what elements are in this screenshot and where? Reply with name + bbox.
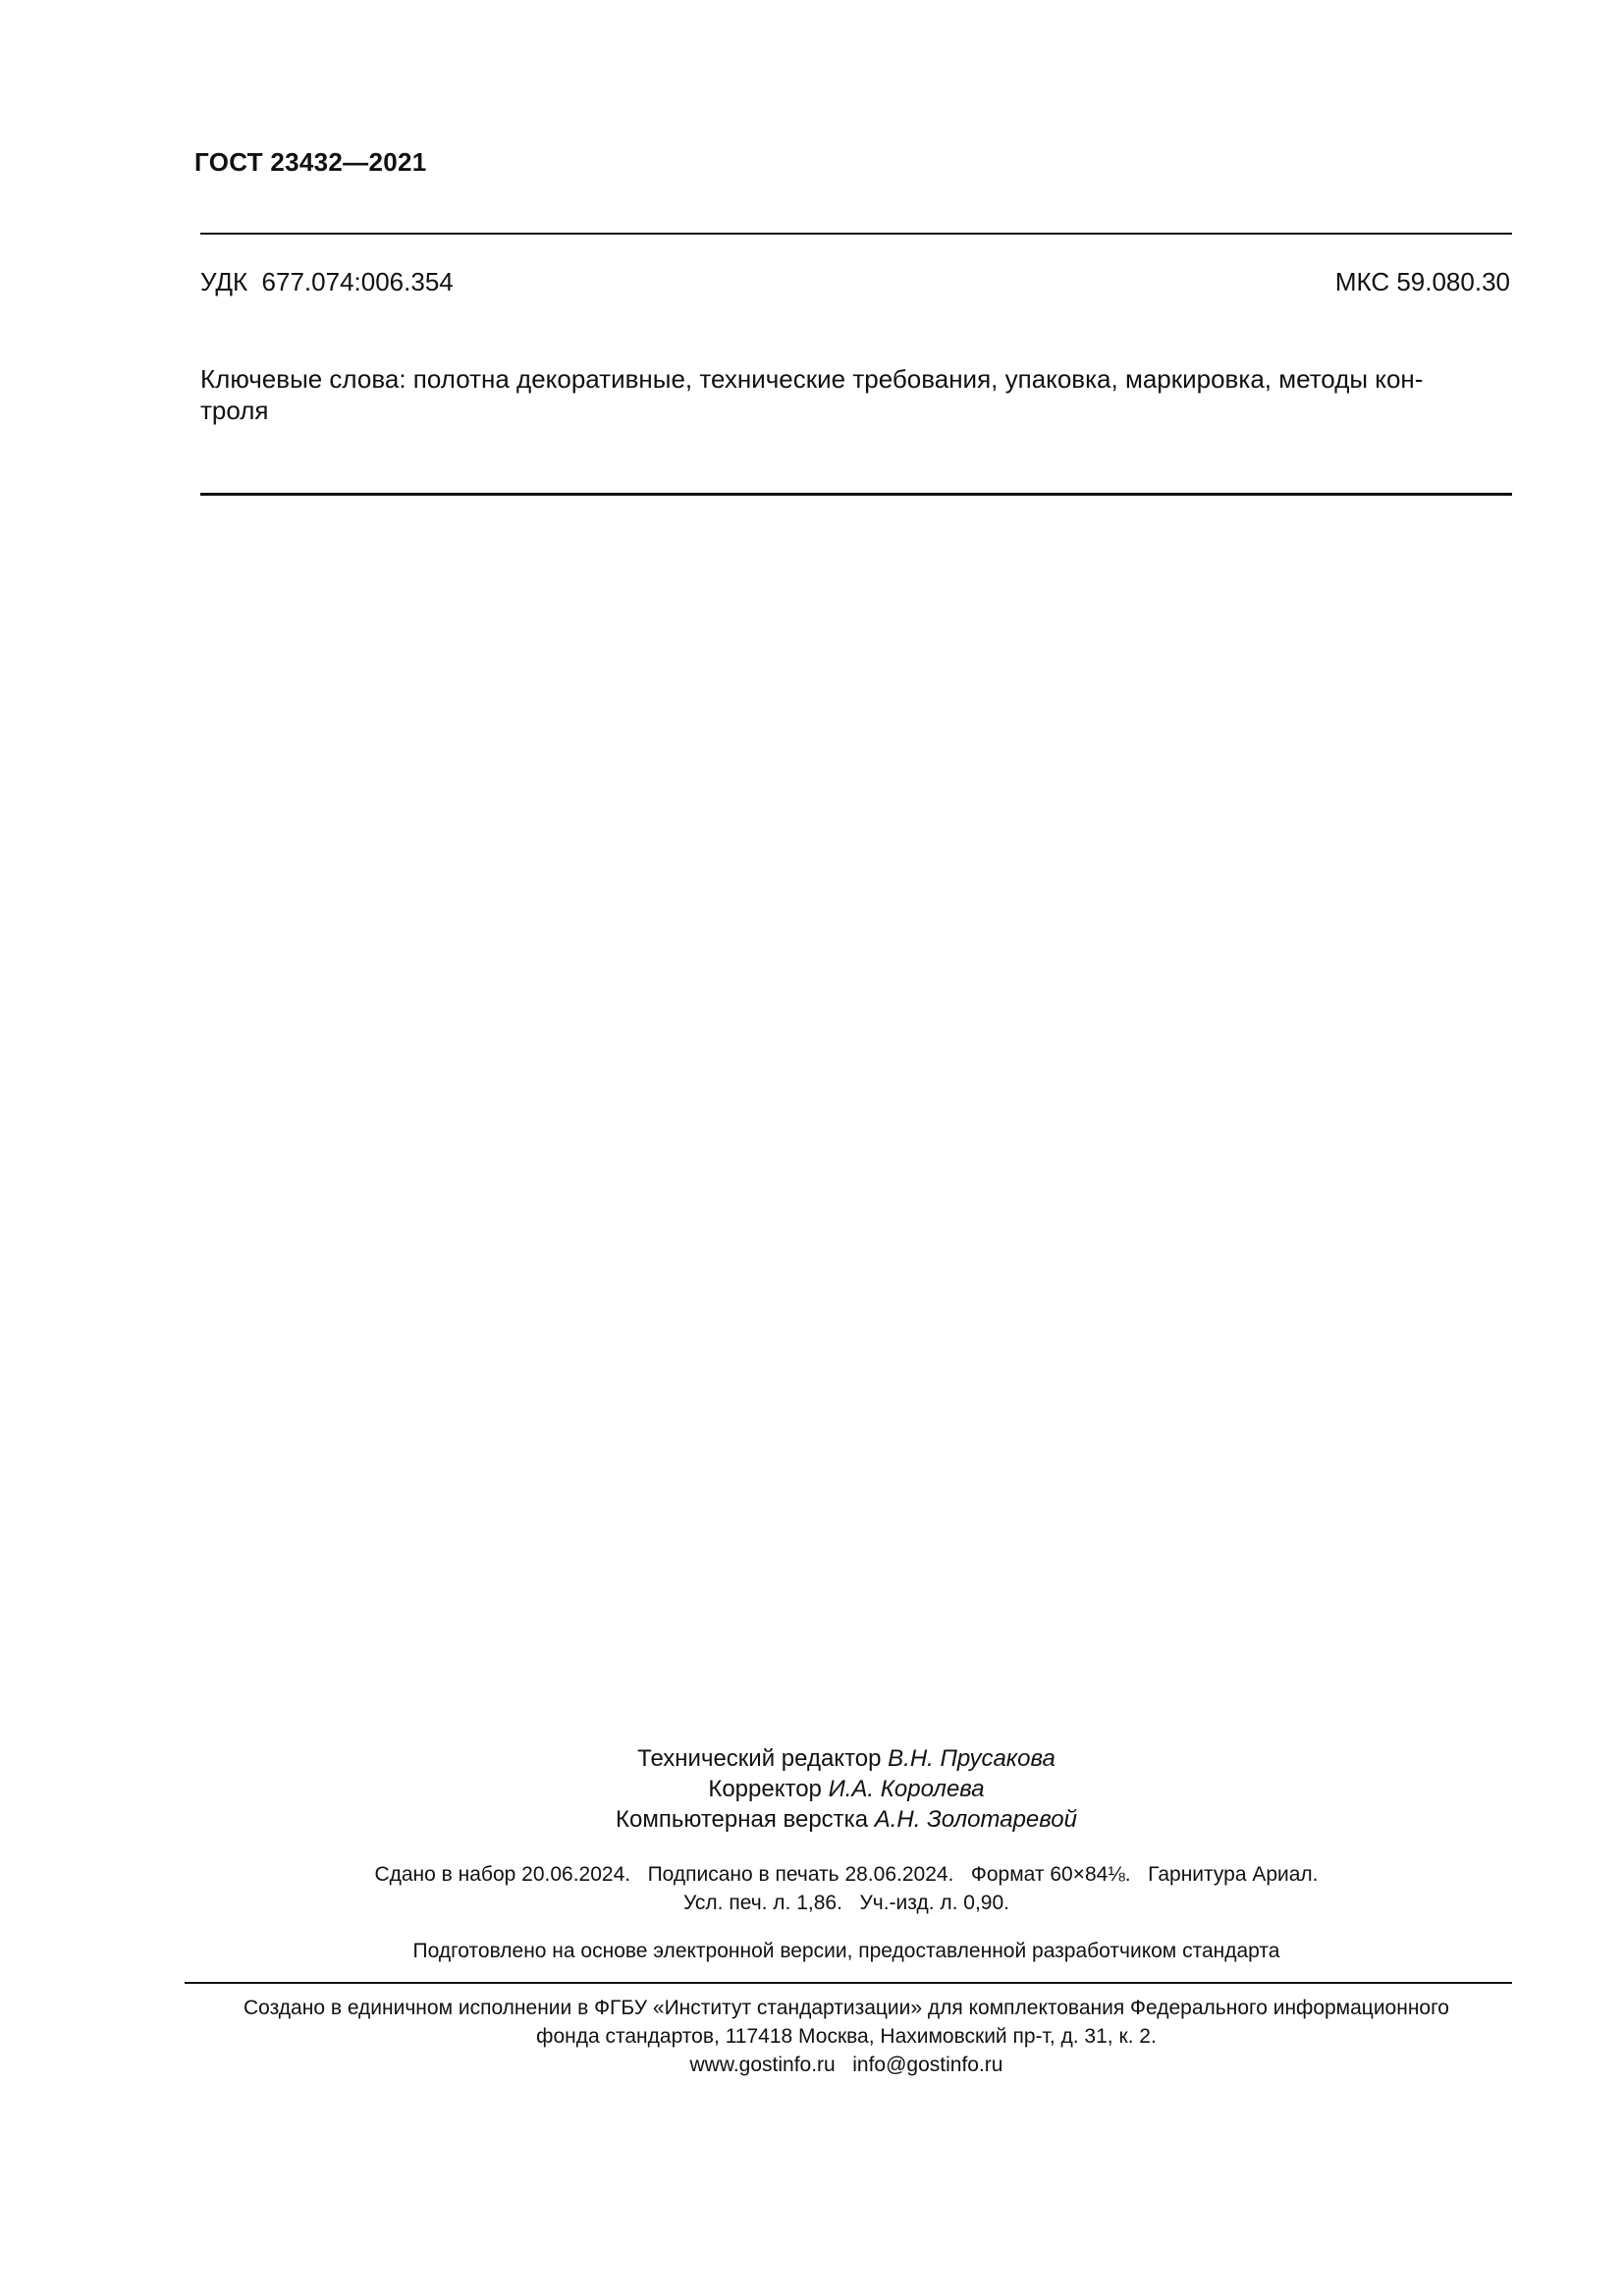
credit-name: А.Н. Золотаревой	[874, 1806, 1077, 1833]
middle-divider	[200, 493, 1512, 496]
credit-role: Корректор	[708, 1776, 822, 1802]
footer-contacts	[0, 2051, 1624, 2079]
document-code: ГОСТ 23432—2021	[194, 147, 427, 177]
udk-code: УДК 677.074:006.354	[200, 267, 454, 296]
publication-line-1: Сдано в набор 20.06.2024. Подписано в печать 28.06.2024. Формат 60×84⅛. Гарнитура Ариал.	[374, 1863, 1319, 1886]
credit-name: В.Н. Прусакова	[888, 1745, 1056, 1772]
top-divider	[200, 233, 1512, 235]
publication-line-2: Усл. печ. л. 1,86. Уч.-изд. л. 0,90.	[682, 1892, 1009, 1914]
credit-role: Компьютерная верстка	[616, 1806, 869, 1833]
credit-tech-editor	[0, 1743, 1624, 1774]
credit-role: Технический редактор	[637, 1745, 882, 1772]
email-link[interactable]: info@gostinfo.ru	[852, 2054, 1003, 2076]
prepared-note: Подготовлено на основе электронной версии, предоставленной разработчиком стандарта	[412, 1940, 1280, 1962]
website-link[interactable]: www.gostinfo.ru	[689, 2054, 836, 2076]
credit-name: И.А. Королева	[828, 1776, 985, 1802]
footer-line-2: фонда стандартов, 117418 Москва, Нахимовский пр-т, д. 31, к. 2.	[536, 2025, 1157, 2048]
credit-layout	[0, 1804, 1624, 1835]
keywords-line-1: Ключевые слова: полотна декоративные, технические требования, упаковка, маркировка, методы кон-	[200, 364, 1424, 394]
credit-corrector	[0, 1774, 1624, 1804]
footer-info	[0, 1994, 1624, 2079]
mks-code: МКС 59.080.30	[1334, 267, 1510, 296]
footer-line-1: Создано в единичном исполнении в ФГБУ «Институт стандартизации» для комплектования Федерального информационного	[244, 1997, 1449, 2019]
editorial-credits	[0, 1743, 1624, 1835]
bottom-divider	[185, 1982, 1512, 1984]
keywords-block	[200, 363, 1512, 426]
publication-info	[0, 1860, 1624, 1917]
keywords-line-2: троля	[200, 396, 269, 425]
